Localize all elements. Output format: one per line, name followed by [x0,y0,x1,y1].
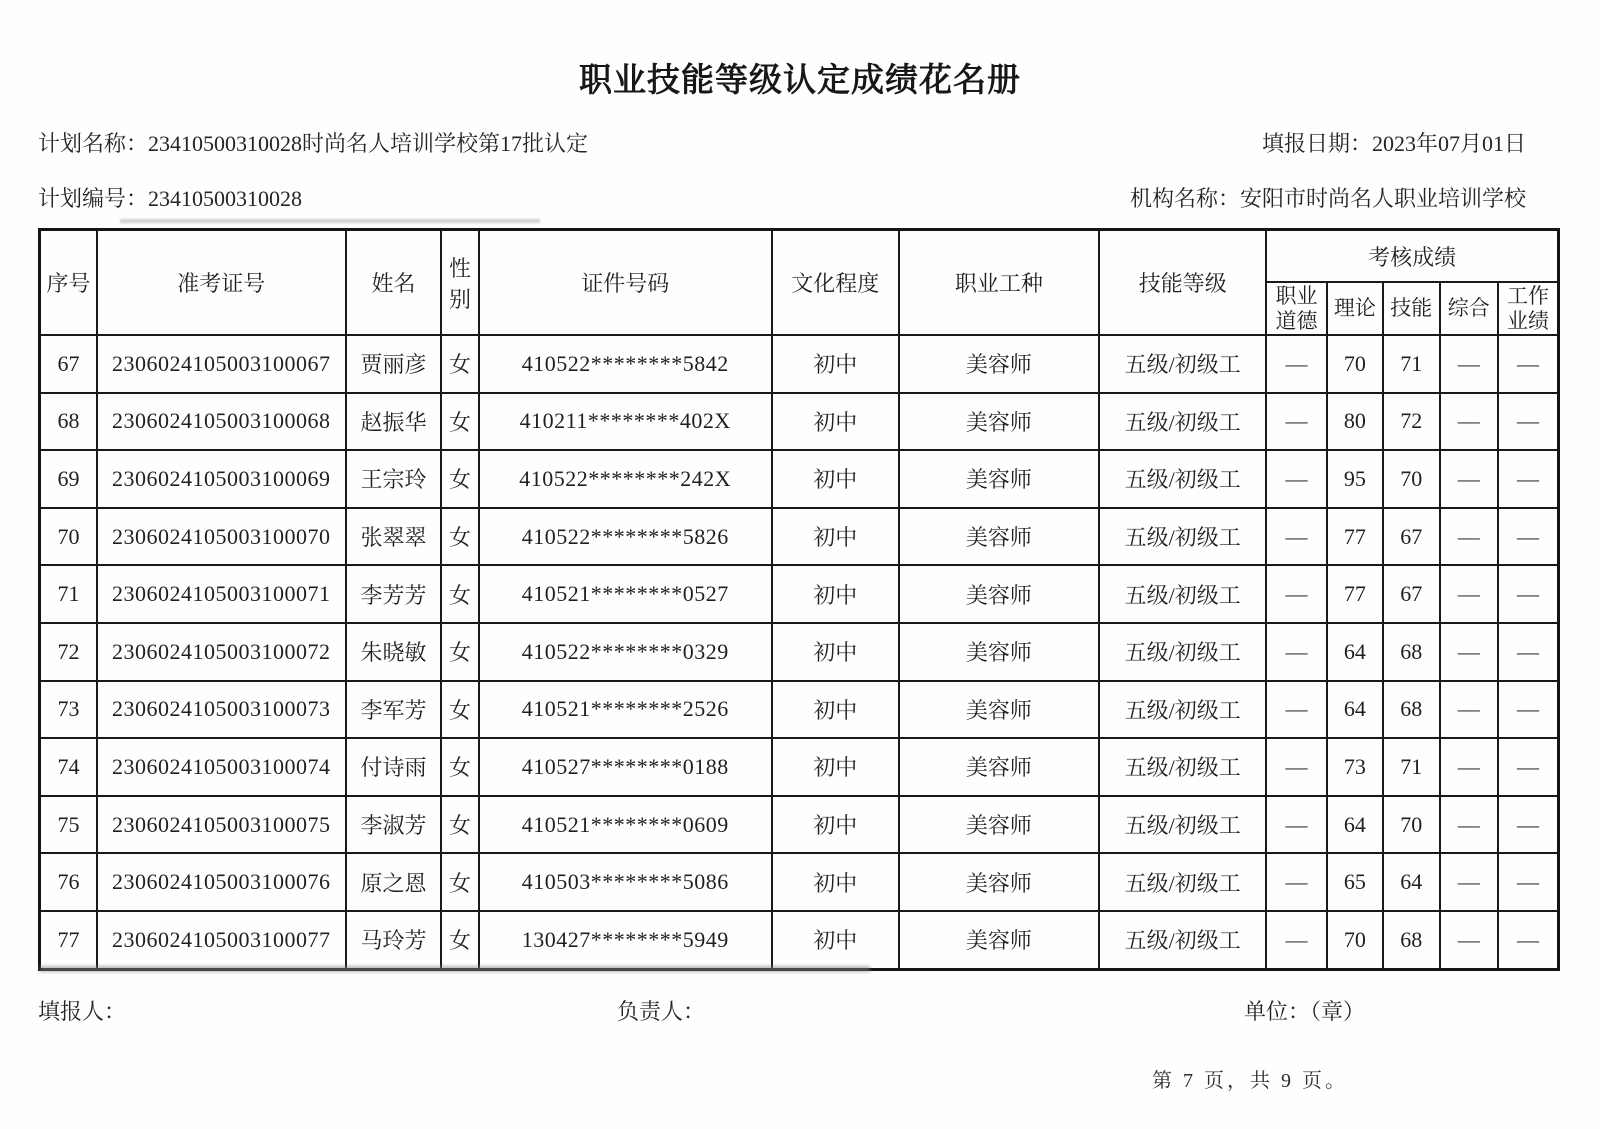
cell-seq: 68 [40,393,97,451]
table-row [40,623,1559,681]
cell-education: 初中 [772,565,899,623]
cell-gender: 女 [441,853,478,911]
cell-name: 王宗玲 [346,450,442,508]
cell-ethics: — [1266,681,1326,739]
table-row [40,738,1559,796]
cell-education: 初中 [772,335,899,393]
header-gender: 性别 [441,230,478,336]
cell-education: 初中 [772,393,899,451]
plan-name-value: 23410500310028时尚名人培训学校第17批认定 [148,131,589,156]
cell-comprehensive: — [1440,853,1498,911]
cell-ethics: — [1266,450,1326,508]
page-number: 第 7 页，共 9 页。 [1152,1070,1348,1092]
org-name [1130,186,1526,212]
table-row [40,508,1559,566]
cell-work_perf: — [1498,911,1559,969]
table-row [40,911,1559,969]
cell-name: 李芳芳 [346,565,442,623]
table-row [40,393,1559,451]
report-date-label: 填报日期： [1261,131,1372,156]
cell-skill: 68 [1383,623,1439,681]
cell-education: 初中 [772,450,899,508]
cell-comprehensive: — [1440,623,1498,681]
cell-education: 初中 [772,853,899,911]
report-date [1262,131,1526,157]
cell-seq: 69 [40,450,97,508]
cell-comprehensive: — [1440,911,1498,969]
cell-ethics: — [1266,565,1326,623]
header-id-no: 证件号码 [479,230,772,336]
cell-skill: 64 [1383,853,1439,911]
cell-seq: 67 [40,335,97,393]
cell-theory: 80 [1327,393,1383,451]
cell-skill_level: 五级/初级工 [1099,853,1266,911]
manager-label: 负责人： [617,999,706,1024]
report-date-value: 2023年07月01日 [1371,131,1526,156]
cell-gender: 女 [441,911,478,969]
plan-code-value: 23410500310028 [148,186,303,211]
cell-exam_no: 2306024105003100076 [97,853,346,911]
cell-work_perf: — [1498,853,1559,911]
cell-ethics: — [1266,738,1326,796]
filler-label: 填报人： [38,999,127,1024]
cell-theory: 77 [1327,565,1383,623]
cell-seq: 74 [40,738,97,796]
table-row [40,565,1559,623]
cell-education: 初中 [772,738,899,796]
cell-seq: 73 [40,681,97,739]
cell-work_perf: — [1498,681,1559,739]
cell-comprehensive: — [1440,681,1498,739]
cell-skill_level: 五级/初级工 [1099,335,1266,393]
org-name-label: 机构名称： [1129,186,1240,211]
cell-skill: 67 [1383,565,1439,623]
cell-skill: 70 [1383,450,1439,508]
cell-theory: 73 [1327,738,1383,796]
cell-occupation: 美容师 [899,565,1099,623]
cell-id_no: 410522********5842 [479,335,772,393]
cell-name: 原之恩 [346,853,442,911]
cell-education: 初中 [772,508,899,566]
cell-id_no: 410521********0527 [479,565,772,623]
cell-exam_no: 2306024105003100073 [97,681,346,739]
cell-exam_no: 2306024105003100069 [97,450,346,508]
cell-skill_level: 五级/初级工 [1099,623,1266,681]
cell-gender: 女 [441,681,478,739]
cell-gender: 女 [441,508,478,566]
cell-id_no: 410522********5826 [479,508,772,566]
header-seq: 序号 [40,230,97,336]
cell-exam_no: 2306024105003100072 [97,623,346,681]
table-row [40,796,1559,854]
cell-id_no: 410522********242X [479,450,772,508]
cell-gender: 女 [441,565,478,623]
cell-ethics: — [1266,623,1326,681]
cell-skill: 68 [1383,681,1439,739]
header-education: 文化程度 [772,230,899,336]
cell-ethics: — [1266,796,1326,854]
cell-work_perf: — [1498,738,1559,796]
cell-name: 贾丽彦 [346,335,442,393]
cell-skill_level: 五级/初级工 [1099,565,1266,623]
table-row [40,450,1559,508]
cell-comprehensive: — [1440,738,1498,796]
unit-seal-label: 单位：（章） [1244,999,1366,1024]
cell-skill: 71 [1383,738,1439,796]
cell-exam_no: 2306024105003100067 [97,335,346,393]
table-row [40,335,1559,393]
cell-skill_level: 五级/初级工 [1099,450,1266,508]
cell-gender: 女 [441,393,478,451]
cell-comprehensive: — [1440,508,1498,566]
org-name-value: 安阳市时尚名人职业培训学校 [1239,186,1526,211]
header-comprehensive: 综合 [1440,282,1498,335]
cell-occupation: 美容师 [899,853,1099,911]
roster-header [40,230,1559,336]
cell-occupation: 美容师 [899,335,1099,393]
cell-comprehensive: — [1440,565,1498,623]
scan-artifact-top [120,219,540,223]
cell-work_perf: — [1498,335,1559,393]
cell-skill_level: 五级/初级工 [1099,508,1266,566]
cell-theory: 64 [1327,681,1383,739]
cell-seq: 72 [40,623,97,681]
header-occupation: 职业工种 [899,230,1099,336]
cell-skill_level: 五级/初级工 [1099,911,1266,969]
cell-education: 初中 [772,623,899,681]
cell-gender: 女 [441,335,478,393]
plan-name-label: 计划名称： [38,131,149,156]
cell-exam_no: 2306024105003100070 [97,508,346,566]
cell-name: 李淑芳 [346,796,442,854]
page-title: 职业技能等级认定成绩花名册 [579,60,1021,99]
cell-id_no: 410211********402X [479,393,772,451]
cell-exam_no: 2306024105003100077 [97,911,346,969]
table-row [40,681,1559,739]
cell-gender: 女 [441,623,478,681]
roster-table [38,228,1560,971]
cell-occupation: 美容师 [899,450,1099,508]
cell-seq: 77 [40,911,97,969]
plan-name [38,131,588,157]
cell-skill: 70 [1383,796,1439,854]
cell-work_perf: — [1498,565,1559,623]
cell-name: 赵振华 [346,393,442,451]
cell-name: 马玲芳 [346,911,442,969]
cell-exam_no: 2306024105003100074 [97,738,346,796]
cell-comprehensive: — [1440,335,1498,393]
plan-code-label: 计划编号： [38,186,149,211]
cell-work_perf: — [1498,796,1559,854]
cell-exam_no: 2306024105003100071 [97,565,346,623]
scan-artifact-bottom [40,966,870,972]
cell-id_no: 410521********2526 [479,681,772,739]
header-ethics: 职业道德 [1266,282,1326,335]
cell-theory: 77 [1327,508,1383,566]
cell-skill: 71 [1383,335,1439,393]
cell-ethics: — [1266,335,1326,393]
cell-skill: 68 [1383,911,1439,969]
cell-seq: 76 [40,853,97,911]
cell-skill_level: 五级/初级工 [1099,681,1266,739]
cell-occupation: 美容师 [899,681,1099,739]
cell-work_perf: — [1498,623,1559,681]
header-work-perf: 工作业绩 [1498,282,1559,335]
plan-code [38,186,302,212]
cell-id_no: 410522********0329 [479,623,772,681]
cell-id_no: 410521********0609 [479,796,772,854]
cell-skill: 67 [1383,508,1439,566]
cell-theory: 65 [1327,853,1383,911]
cell-name: 朱晓敏 [346,623,442,681]
cell-skill_level: 五级/初级工 [1099,796,1266,854]
cell-id_no: 410527********0188 [479,738,772,796]
cell-name: 付诗雨 [346,738,442,796]
cell-name: 张翠翠 [346,508,442,566]
cell-education: 初中 [772,911,899,969]
header-score-group: 考核成绩 [1266,230,1558,283]
cell-ethics: — [1266,853,1326,911]
cell-occupation: 美容师 [899,796,1099,854]
cell-education: 初中 [772,796,899,854]
cell-ethics: — [1266,911,1326,969]
cell-theory: 64 [1327,796,1383,854]
cell-occupation: 美容师 [899,911,1099,969]
cell-ethics: — [1266,393,1326,451]
cell-name: 李军芳 [346,681,442,739]
cell-theory: 64 [1327,623,1383,681]
cell-skill: 72 [1383,393,1439,451]
cell-comprehensive: — [1440,450,1498,508]
cell-seq: 71 [40,565,97,623]
cell-gender: 女 [441,450,478,508]
cell-ethics: — [1266,508,1326,566]
roster-body [40,335,1559,969]
cell-skill_level: 五级/初级工 [1099,393,1266,451]
header-theory: 理论 [1327,282,1383,335]
cell-exam_no: 2306024105003100068 [97,393,346,451]
cell-work_perf: — [1498,508,1559,566]
table-row [40,853,1559,911]
cell-work_perf: — [1498,450,1559,508]
cell-comprehensive: — [1440,796,1498,854]
meta-row-1 [38,131,1526,157]
cell-work_perf: — [1498,393,1559,451]
cell-seq: 75 [40,796,97,854]
cell-id_no: 130427********5949 [479,911,772,969]
cell-education: 初中 [772,681,899,739]
header-name: 姓名 [346,230,442,336]
header-skill: 技能 [1383,282,1439,335]
cell-skill_level: 五级/初级工 [1099,738,1266,796]
cell-theory: 70 [1327,911,1383,969]
cell-theory: 70 [1327,335,1383,393]
header-skill-level: 技能等级 [1099,230,1266,336]
cell-id_no: 410503********5086 [479,853,772,911]
header-exam-no: 准考证号 [97,230,346,336]
cell-gender: 女 [441,738,478,796]
cell-occupation: 美容师 [899,393,1099,451]
cell-comprehensive: — [1440,393,1498,451]
cell-gender: 女 [441,796,478,854]
cell-theory: 95 [1327,450,1383,508]
cell-occupation: 美容师 [899,623,1099,681]
cell-exam_no: 2306024105003100075 [97,796,346,854]
cell-seq: 70 [40,508,97,566]
cell-occupation: 美容师 [899,508,1099,566]
cell-occupation: 美容师 [899,738,1099,796]
meta-row-2 [38,186,1526,212]
